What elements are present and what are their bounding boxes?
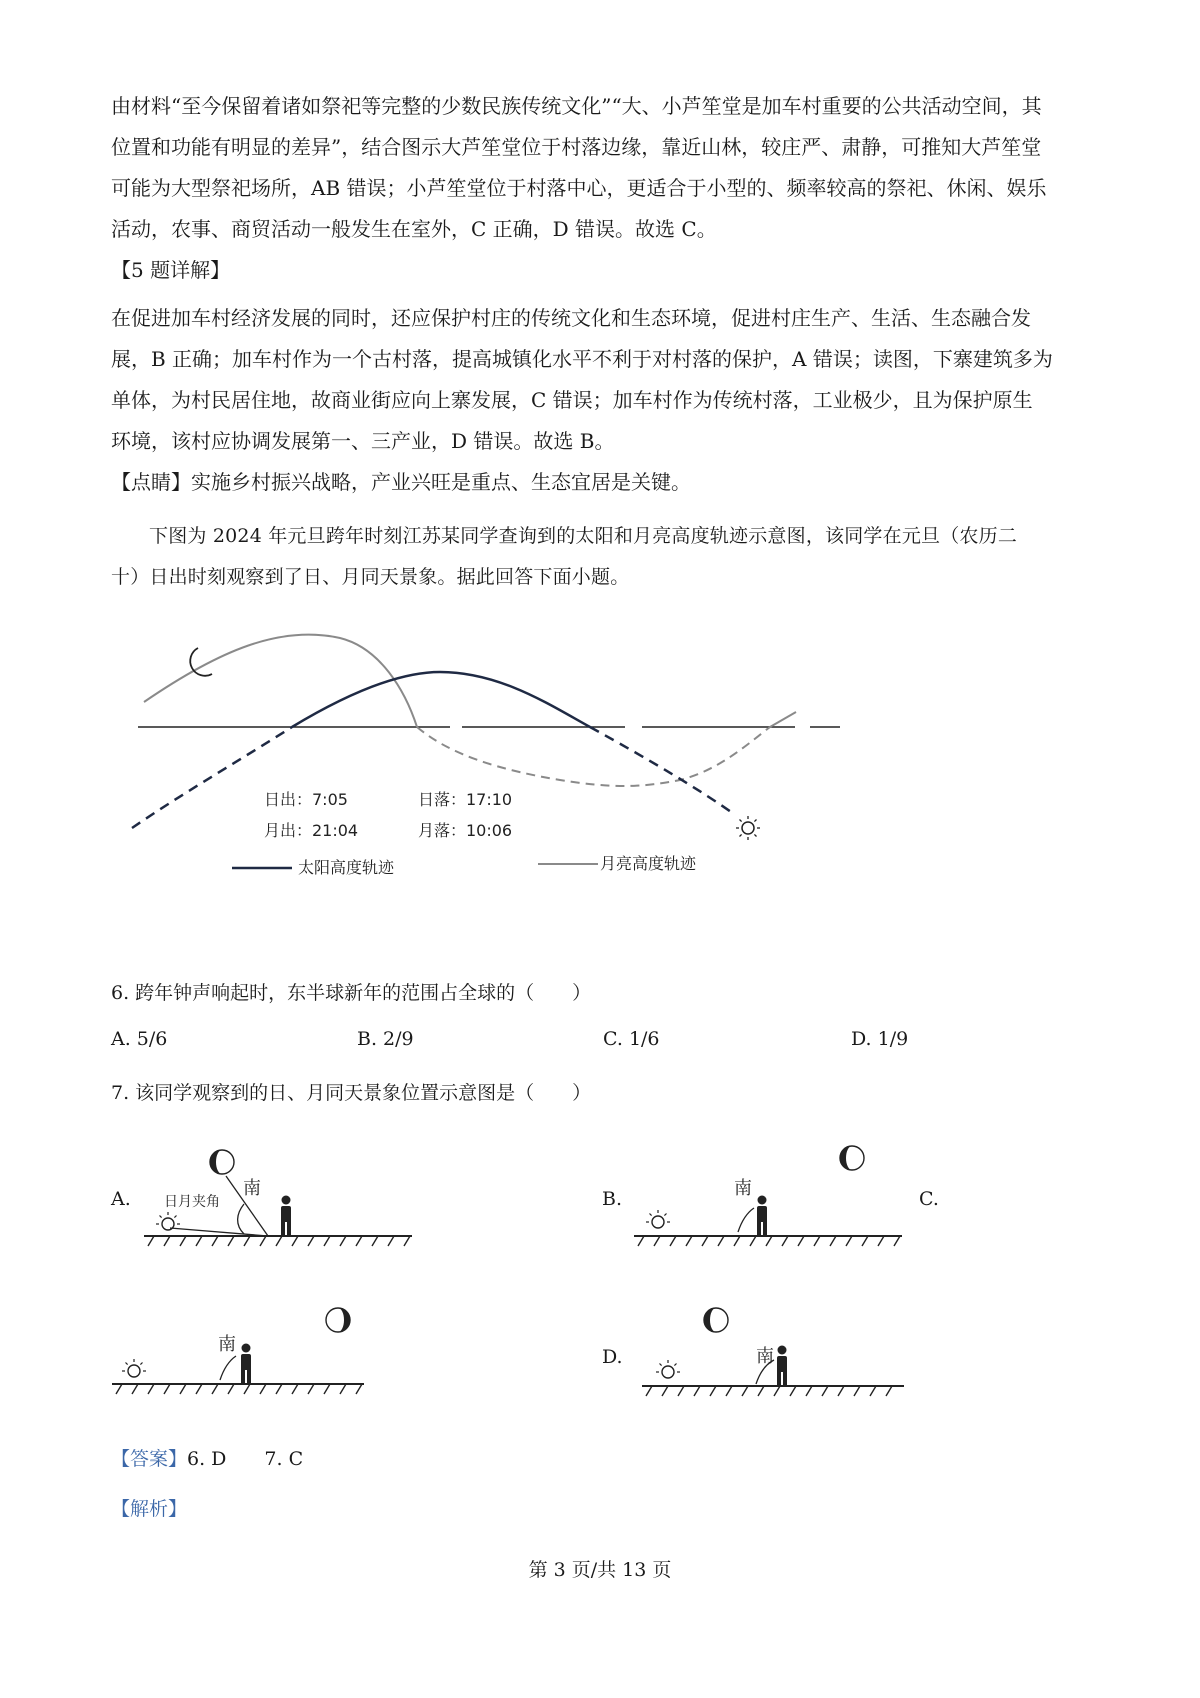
explanation-paragraph-5 (111, 298, 1101, 462)
question-6-option-b: B. 2/9 (357, 1028, 414, 1050)
person-icon (281, 1196, 291, 1237)
sun-icon (736, 816, 760, 840)
answer-text: 6. D 7. C (187, 1448, 304, 1470)
text-line: 单体，为村民居住地，故商业街应向上寨发展，C 错误；加车村作为传统村落，工业极少，且为保护原生 (111, 388, 1033, 412)
question-intro (111, 516, 1101, 598)
text-line: 十）日出时刻观察到了日、月同天景象。据此回答下面小题。 (111, 566, 630, 588)
sun-sight-line (170, 1228, 268, 1236)
text-line: 在促进加车村经济发展的同时，还应保护村庄的传统文化和生态环境，促进村庄生产、生活、生态融合发 (111, 306, 1031, 330)
text-line: 下图为 2024 年元旦跨年时刻江苏某同学查询到的太阳和月亮高度轨迹示意图，该同学在元旦（农历二 (149, 525, 1018, 547)
sun-moon-angle-label: 日月夹角 (164, 1194, 220, 1210)
arrow-line (738, 1208, 754, 1232)
sun-trajectory-solid (292, 672, 590, 727)
sun-icon (122, 1359, 146, 1377)
option-d-diagram (638, 1300, 908, 1410)
option-b-diagram (630, 1140, 910, 1260)
text-line: 由材料“至今保留着诸如祭祀等完整的少数民族传统文化”“大、小芦笙堂是加车村重要的公共活动空间，其 (111, 94, 1042, 118)
answer-label: 【答案】 (111, 1448, 188, 1470)
person-icon (777, 1346, 787, 1387)
moon-icon (326, 1308, 350, 1332)
moon-trajectory-dashed (417, 727, 770, 786)
page-footer: 第 3 页/共 13 页 (528, 1559, 672, 1581)
south-label: 南 (756, 1346, 774, 1367)
ground-hatching (646, 1386, 892, 1396)
sunset-label: 日落：17:10 (418, 790, 513, 809)
legend-sun-label: 太阳高度轨迹 (298, 858, 395, 877)
dianjing-note: 【点睛】实施乡村振兴战略，产业兴旺是重点、生态宜居是关键。 (111, 470, 691, 494)
text-line: 展，B 正确；加车村作为一个古村落，提高城镇化水平不利于对村落的保护，A 错误；读图，下寨建筑多为 (111, 347, 1053, 371)
option-a-label: A. (111, 1188, 131, 1210)
sun-trajectory-dashed-late (590, 727, 734, 814)
person-icon (757, 1196, 767, 1237)
text-line: 位置和功能有明显的差异”，结合图示大芦笙堂位于村落边缘，靠近山林，较庄严、肃静，可推知大芦笙堂 (111, 135, 1042, 159)
legend-moon-label: 月亮高度轨迹 (600, 854, 697, 873)
ground-hatching (116, 1384, 362, 1394)
heading-question-5: 【5 题详解】 (111, 258, 231, 282)
question-7-stem: 7. 该同学观察到的日、月同天景象位置示意图是（ ） (111, 1082, 592, 1104)
sun-moon-trajectory-figure (120, 630, 840, 950)
person-icon (241, 1344, 251, 1385)
analysis-label: 【解析】 (111, 1498, 188, 1520)
moon-icon (840, 1146, 864, 1170)
option-c-label: C. (919, 1188, 939, 1210)
sun-icon (656, 1360, 680, 1378)
moon-trajectory-tail (770, 712, 796, 727)
moon-trajectory-solid (144, 635, 417, 727)
ground-hatching (148, 1236, 410, 1246)
question-6-option-c: C. 1/6 (603, 1028, 660, 1050)
sunrise-label: 日出：7:05 (264, 790, 348, 809)
option-d-label: D. (602, 1346, 623, 1368)
moon-icon (704, 1308, 728, 1332)
sun-trajectory-dashed (132, 727, 292, 828)
question-6-stem: 6. 跨年钟声响起时，东半球新年的范围占全球的（ ） (111, 982, 592, 1004)
ground-hatching (638, 1236, 900, 1246)
text-line: 活动，农事、商贸活动一般发生在室外，C 正确，D 错误。故选 C。 (111, 217, 717, 241)
angle-arc (238, 1204, 244, 1234)
question-6-option-a: A. 5/6 (111, 1028, 168, 1050)
text-line: 可能为大型祭祀场所，AB 错误；小芦笙堂位于村落中心，更适合于小型的、频率较高的祭祀、休闲、娱乐 (111, 176, 1047, 200)
south-label: 南 (734, 1178, 752, 1199)
explanation-paragraph-4 (111, 86, 1101, 250)
sun-icon (646, 1210, 670, 1228)
sun-icon (156, 1212, 180, 1230)
option-b-label: B. (602, 1188, 623, 1210)
south-label: 南 (218, 1334, 236, 1355)
text-line: 环境，该村应协调发展第一、三产业，D 错误。故选 B。 (111, 429, 615, 453)
answer-line (111, 1444, 303, 1471)
option-a-diagram (140, 1140, 420, 1260)
option-c-diagram (108, 1300, 368, 1410)
moonrise-label: 月出：21:04 (264, 821, 359, 840)
moon-icon (210, 1150, 234, 1174)
south-label: 南 (243, 1178, 261, 1199)
arrow-line (220, 1356, 236, 1380)
question-6-option-d: D. 1/9 (851, 1028, 909, 1050)
moonset-label: 月落：10:06 (418, 821, 513, 840)
